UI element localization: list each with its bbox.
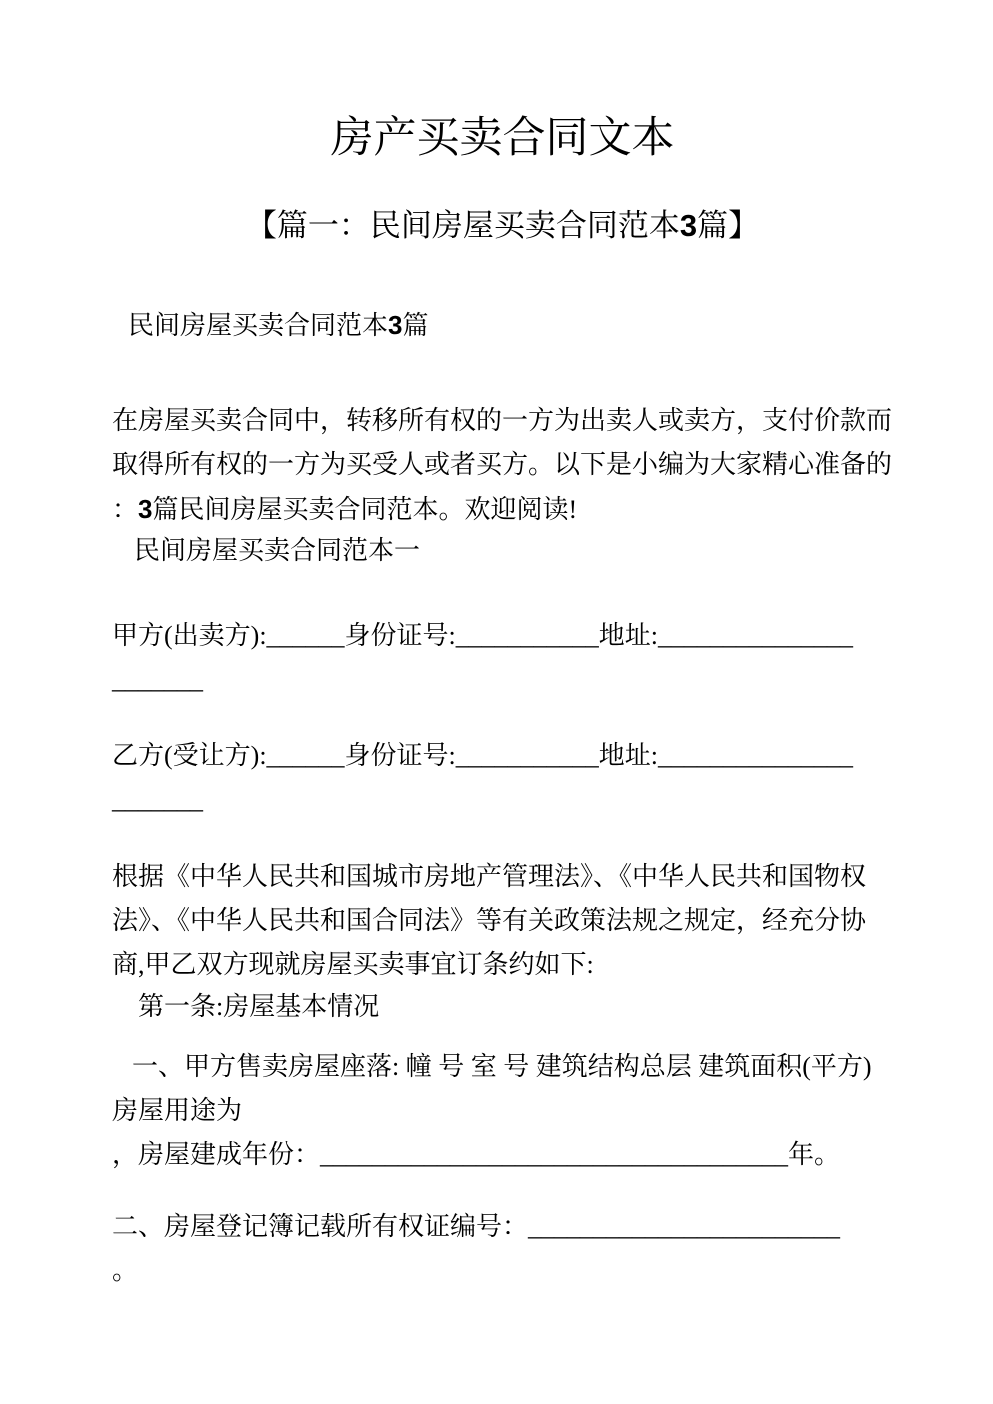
clause-1-item-2-line-1: 二、房屋登记簿记载所有权证编号：________________________ (112, 1212, 841, 1241)
party-b-line: 乙方(受让方):______身份证号:___________地址:_______________ (112, 741, 853, 770)
party-b-block (112, 734, 893, 822)
clause-1-item-1-line-3: ，房屋建成年份：____________________________________年。 (112, 1140, 841, 1169)
heading-sample-list-post: 篇 (402, 311, 429, 340)
subtitle-number: 3 (679, 208, 698, 243)
subtitle-text-pre: 【篇一：民间房屋买卖合同范本 (245, 208, 680, 243)
legal-line-1: 根据《中华人民共和国城市房地产管理法》、《中华人民共和国物权 (112, 862, 867, 891)
party-a-blank-continuation: _______ (112, 665, 203, 694)
clause-1-heading: 第一条:房屋基本情况 (138, 992, 380, 1021)
page-title: 房产买卖合同文本 (330, 115, 675, 162)
clause-1-item-1-line-2: 房屋用途为 (112, 1096, 243, 1125)
heading-sample-list-pre: 民间房屋买卖合同范本 (128, 311, 389, 340)
legal-line-3: 商,甲乙双方现就房屋买卖事宜订条约如下: (112, 950, 594, 979)
heading-sample-list-number: 3 (388, 310, 403, 340)
intro-line-3-pre: ： (112, 495, 139, 524)
heading-sample-one: 民间房屋买卖合同范本一 (134, 536, 421, 565)
subtitle-text-post: 篇】 (697, 208, 760, 243)
party-b-blank-continuation: _______ (112, 785, 203, 814)
legal-line-2: 法》、《中华人民共和国合同法》等有关政策法规之规定，经充分协 (112, 906, 867, 935)
intro-line-1: 在房屋买卖合同中，转移所有权的一方为出卖人或卖方，支付价款而 (112, 406, 893, 435)
intro-line-2: 取得所有权的一方为买受人或者买方。以下是小编为大家精心准备的 (112, 450, 893, 479)
intro-line-3-number: 3 (138, 494, 153, 524)
intro-line-3-post: 篇民间房屋买卖合同范本。欢迎阅读! (152, 495, 578, 524)
clause-1-item-2-line-2: 。 (112, 1256, 139, 1285)
section-one-subtitle (112, 206, 893, 246)
heading-sample-list (112, 308, 893, 343)
party-a-block (112, 614, 893, 702)
legal-basis-paragraph (112, 855, 893, 987)
clause-1-item-2 (112, 1205, 893, 1293)
clause-1-item-1-line-1: 一、甲方售卖房屋座落: 幢 号 室 号 建筑结构总层 建筑面积(平方) (132, 1052, 872, 1081)
intro-line-3 (112, 487, 893, 532)
party-a-line: 甲方(出卖方):______身份证号:___________地址:_______________ (112, 621, 853, 650)
clause-1-item-1 (112, 1045, 893, 1177)
intro-paragraph (112, 399, 893, 532)
